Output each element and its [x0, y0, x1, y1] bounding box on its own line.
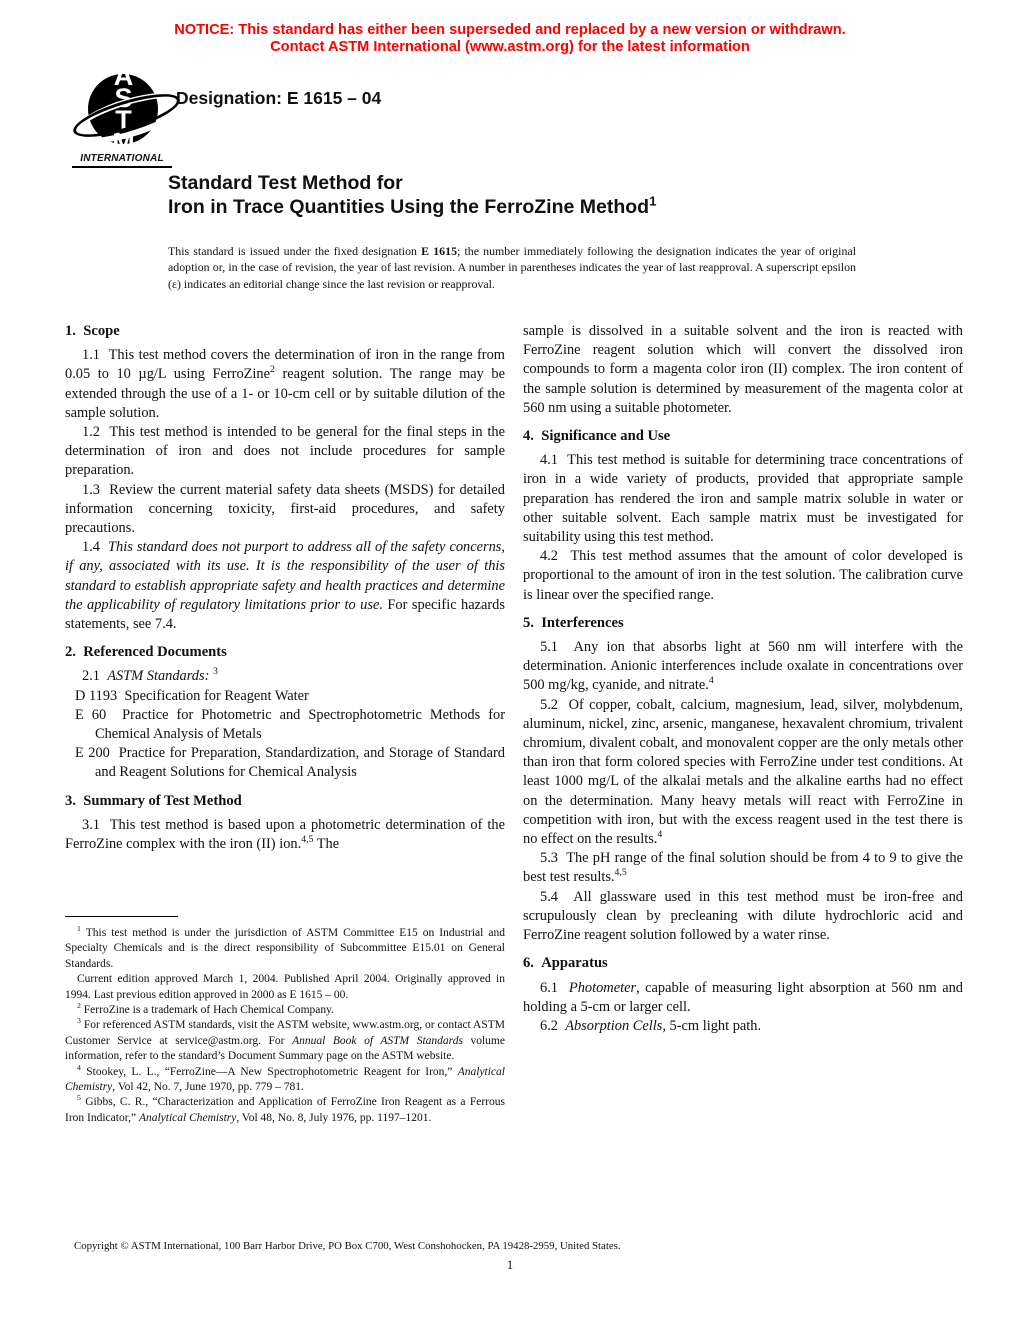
- paragraph: 1.2 This test method is intended to be general for the final steps in the determination of iron and does not include procedures for sample preparation.: [65, 424, 505, 479]
- paragraph: 6.1 Photometer, capable of measuring light absorption at 560 nm and holding a 5-cm or larger cell.: [523, 979, 963, 1015]
- paragraph: $^1$ This test method is under the jurisdiction of ASTM Committee E15 on Industrial and Specialty Chemicals and is the direct responsibility of Subcommittee E15.01 on General Standards.: [65, 924, 505, 970]
- paragraph: sample is dissolved in a suitable solvent and the iron is reacted with FerroZine reagent solution which will convert the dissolved iron compounds to form a magenta color iron (II) complex. The iron content of the sample solution is determined by measurement of the magenta color at 560 nm using a suitable photometer.: [523, 323, 963, 416]
- left-column: [65, 322, 505, 854]
- paragraph: 3.1 This test method is based upon a photometric determination of the FerroZine complex with the iron (II) ion.$^{4,5}$ The: [65, 816, 505, 853]
- paragraph: 2.1 ASTM Standards: $^3$: [82, 666, 218, 685]
- section-heading: 4. Significance and Use: [523, 428, 671, 445]
- section-heading: 3. Summary of Test Method: [65, 792, 242, 809]
- logo-international-label: INTERNATIONAL: [72, 153, 172, 168]
- document-title: [168, 172, 888, 219]
- designation-text: Designation: E 1615 – 04: [176, 88, 382, 108]
- issued-note: [168, 243, 856, 292]
- paragraph: 5.3 The pH range of the final solution should be from 4 to 9 to give the best test results.$^{4,5}$: [523, 850, 963, 886]
- paragraph: E 200 Practice for Preparation, Standardization, and Storage of Standard and Reagent Solutions for Chemical Analysis: [75, 745, 505, 781]
- paragraph: 6.2 Absorption Cells, 5-cm light path.: [540, 1017, 762, 1034]
- superseded-notice: [0, 22, 1020, 56]
- page-number: 1: [506, 1258, 514, 1272]
- title-line-2: Iron in Trace Quantities Using the FerroZine Method$^1$: [168, 193, 657, 218]
- paragraph: E 60 Practice for Photometric and Spectrophotometric Methods for Chemical Analysis of Metals: [75, 706, 505, 743]
- paragraph: This standard is issued under the fixed designation E 1615; the number immediately following the designation indicates the year of original adoption or, in the case of revision, the year of last revision. A number in parentheses indicates the year of last reapproval. A superscript epsilon (ε) indicates an editorial change since the last revision or reapproval.: [168, 244, 857, 291]
- right-column: [523, 322, 963, 1036]
- astm-globe-icon: [85, 60, 159, 158]
- paragraph: 4.1 This test method is suitable for determining trace concentrations of iron in a wide variety of products, provided that appropriate sample preparation has rendered the iron and sample matrix soluble in water or other suitable solvent. Each sample matrix must be investigated for suitability using this test method.: [523, 452, 963, 546]
- title-footnote-marker: 1: [649, 193, 657, 208]
- notice-line-1: NOTICE: This standard has either been superseded and replaced by a new version or withdrawn.: [174, 22, 846, 38]
- section-heading: 1. Scope: [65, 323, 120, 339]
- section-heading: 6. Apparatus: [523, 955, 608, 972]
- paragraph: 4.2 This test method assumes that the amount of color developed is proportional to the amount of iron in the test solution. The calibration curve is linear over the specified range.: [523, 548, 963, 603]
- paragraph: Current edition approved March 1, 2004. Published April 2004. Originally approved in 1994. Last previous edition approved in 2000 as E 1615 – 00.: [65, 973, 505, 1001]
- paragraph: $^5$ Gibbs, C. R., “Characterization and Application of FerroZine Iron Reagent as a Ferrous Iron Indicator,” Analytical Chemistry, Vol 48, No. 8, July 1976, pp. 1197–1201.: [65, 1093, 505, 1124]
- paragraph: 1.4 This standard does not purport to address all of the safety concerns, if any, associated with its use. It is the responsibility of the user of this standard to establish appropriate safety and health practices and determine the applicability of regulatory limitations prior to use. For specific hazards statements, see 7.4.: [65, 539, 505, 633]
- paragraph: D 1193 Specification for Reagent Water: [75, 687, 309, 704]
- notice-line-2: Contact ASTM International (www.astm.org) for the latest information: [270, 39, 750, 55]
- paragraph: 1.3 Review the current material safety data sheets (MSDS) for detailed information concerning toxicity, first-aid procedures, and safety precautions.: [65, 481, 505, 537]
- paragraph: 5.2 Of copper, cobalt, calcium, magnesium, lead, silver, molybdenum, aluminum, nickel, zinc, arsenic, manganese, hexavalent chromium, trivalent chromium, divalent cobalt, and monovalent copper are the only metals other than iron that form colored species with FerroZine under test conditions. At least 1000 mg/L of the alkalai metals and the alkaline earths had no effect on the determination. Many heavy metals will react with FerroZine in competition with iron, but with the excess reagent used in the test there is no effect on the results.$^4$: [523, 696, 963, 848]
- section-heading: 2. Referenced Documents: [65, 644, 227, 661]
- paragraph: 1.1 This test method covers the determination of iron in the range from 0.05 to 10 µg/L using FerroZine$^2$ reagent solution. The range may be extended through the use of a 1- or 10-cm cell or by suitable dilution of the sample solution.: [65, 347, 505, 421]
- section-heading: 5. Interferences: [523, 614, 624, 631]
- astm-logo-letters: ASTM: [112, 60, 134, 158]
- footnote-rule: [65, 916, 178, 917]
- footnotes-block: [65, 908, 505, 1126]
- title-line-1: Standard Test Method for: [168, 172, 403, 194]
- paragraph: $^4$ Stookey, L. L., “FerroZine—A New Spectrophotometric Reagent for Iron,” Analytical Chemistry, Vol 42, No. 7, June 1970, pp. 779 – 781.: [65, 1062, 505, 1094]
- paragraph: 5.1 Any ion that absorbs light at 560 nm will interfere with the determination. Anionic interferences include oxalate in concentrations over 500 mg/kg, cyanide, and nitrate.$^4$: [523, 639, 963, 694]
- copyright-line: Copyright © ASTM International, 100 Barr Harbor Drive, PO Box C700, West Conshohocken, PA 19428-2959, United States.: [74, 1240, 621, 1252]
- paragraph: $^3$ For referenced ASTM standards, visit the ASTM website, www.astm.org, or contact ASTM Customer Service at service@astm.org. For Annual Book of ASTM Standards volume information, refer to the standard’s Document Summary page on the ASTM website.: [65, 1016, 505, 1063]
- paragraph: 5.4 All glassware used in this test method must be iron-free and scrupulously clean by precleaning with dilute hydrochloric acid and FerroZine reagent solution followed by a water rinse.: [523, 888, 963, 944]
- paragraph: $^2$ FerroZine is a trademark of Hach Chemical Company.: [77, 1001, 335, 1017]
- astm-logo: [72, 60, 172, 168]
